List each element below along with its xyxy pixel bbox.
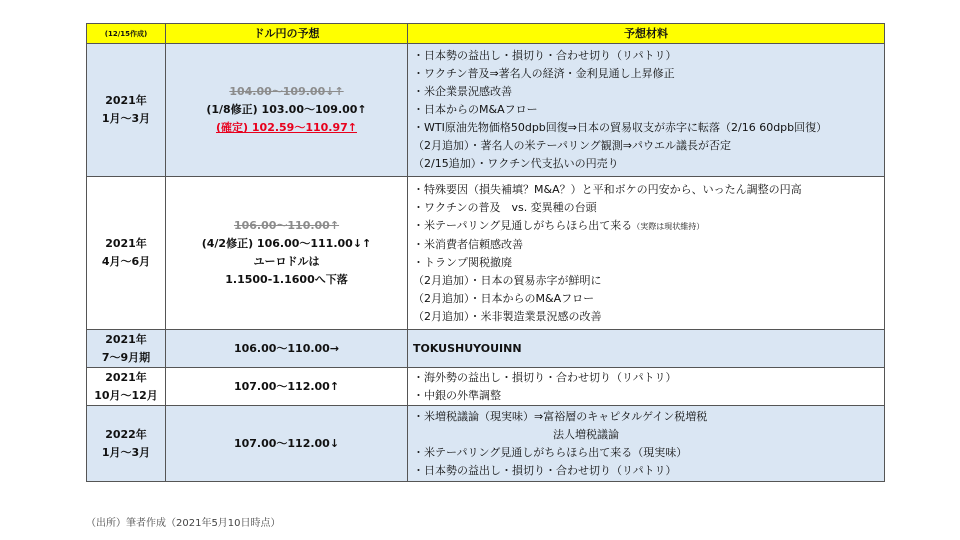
material-item: ・米テーパリング見通しがちらほら出て来る（現実味） [413,445,688,459]
forecast-cell [166,44,408,177]
material-item: ・米消費者信頼感改善 [413,237,523,251]
material-item: （2月追加）・著名人の米テーパリング観測⇒パウエル議長が否定 [413,139,731,152]
material-item: ・ワクチンの普及 vs. 変異種の台頭 [413,200,597,214]
old-forecast: 104.00～109.00↓↑ [229,85,344,98]
materials-cell [408,44,885,177]
period-cell: 2021年 1月～3月 [87,44,166,177]
header-forecast: ドル円の予想 [166,24,408,44]
material-item: ・日本勢の益出し・損切り・合わせ切り（リパトリ） [413,463,677,477]
revised-forecast: (4/2修正) 106.00～111.00↓↑ [201,237,372,250]
materials-cell [408,330,885,368]
material-item: 法人増税議論 [553,427,619,441]
table-row [87,44,885,177]
materials-cell [408,406,885,482]
material-item: （2/15追加）・ワクチン代支払いの円売り [413,157,619,170]
material-item: ・WTI原油先物価格50dpb回復⇒日本の貿易収支が赤字に転落（2/16 60dpb回復） [413,121,828,134]
old-forecast: 106.00～110.00↑ [233,219,340,232]
header-materials: 予想材料 [408,24,885,44]
material-item: ・米増税議論（現実味）⇒富裕層のキャピタルゲイン税増税 [413,409,708,423]
material-note: （実際は現状維持） [632,221,705,231]
forecast-cell [166,177,408,330]
header-row [87,24,885,44]
material-item: ・トランプ関税撤廃 [413,255,512,269]
period-cell: 2022年 1月～3月 [87,406,166,482]
material-item: （2月追加）・日本の貿易赤字が鮮明に [413,273,602,287]
material-item: ・米テーパリング見通しがちらほら出て来る（実際は現状維持） [413,218,705,232]
revised-forecast: (1/8修正) 103.00～109.00↑ [206,103,367,116]
forecast-table [86,23,885,482]
material-item: （2月追加）・米非製造業景況感の改善 [413,309,602,323]
material-item: （2月追加）・日本からのM&Aフロー [413,291,595,305]
euro-note: ユーロドルは [253,255,320,268]
confirmed-forecast: (確定) 102.59～110.97↑ [216,121,357,134]
period-cell: 2021年 7～9月期 [87,330,166,368]
material-item: ・特殊要因（損失補填？M&A？）と平和ボケの円安から、いったん調整の円高 [413,182,802,196]
material-item: ・中銀の外準調整 [413,388,501,402]
forecast-cell: 106.00～110.00→ [166,330,408,368]
material-item: ・ワクチン普及⇒著名人の経済・金利見通し上昇修正 [413,67,675,80]
materials-cell [408,368,885,406]
period-cell: 2021年 4月～6月 [87,177,166,330]
material-item: ・海外勢の益出し・損切り・合わせ切り（リパトリ） [413,370,677,384]
table-row [87,368,885,406]
material-item: TOKUSHUYOUINN [413,341,522,355]
euro-note: 1.1500-1.1600へ下落 [225,273,348,286]
materials-cell [408,177,885,330]
material-item: ・日本勢の益出し・損切り・合わせ切り（リパトリ） [413,49,677,62]
table-row [87,406,885,482]
period-cell: 2021年 10月～12月 [87,368,166,406]
material-item: ・米企業景況感改善 [413,85,512,98]
material-item: ・日本からのM&Aフロー [413,103,538,116]
table-row [87,330,885,368]
forecast-cell: 107.00～112.00↓ [166,406,408,482]
source-note: （出所）筆者作成（2021年5月10日時点） [86,518,281,529]
forecast-cell: 107.00～112.00↑ [166,368,408,406]
table-row [87,177,885,330]
header-date: (12/15作成) [87,24,166,44]
